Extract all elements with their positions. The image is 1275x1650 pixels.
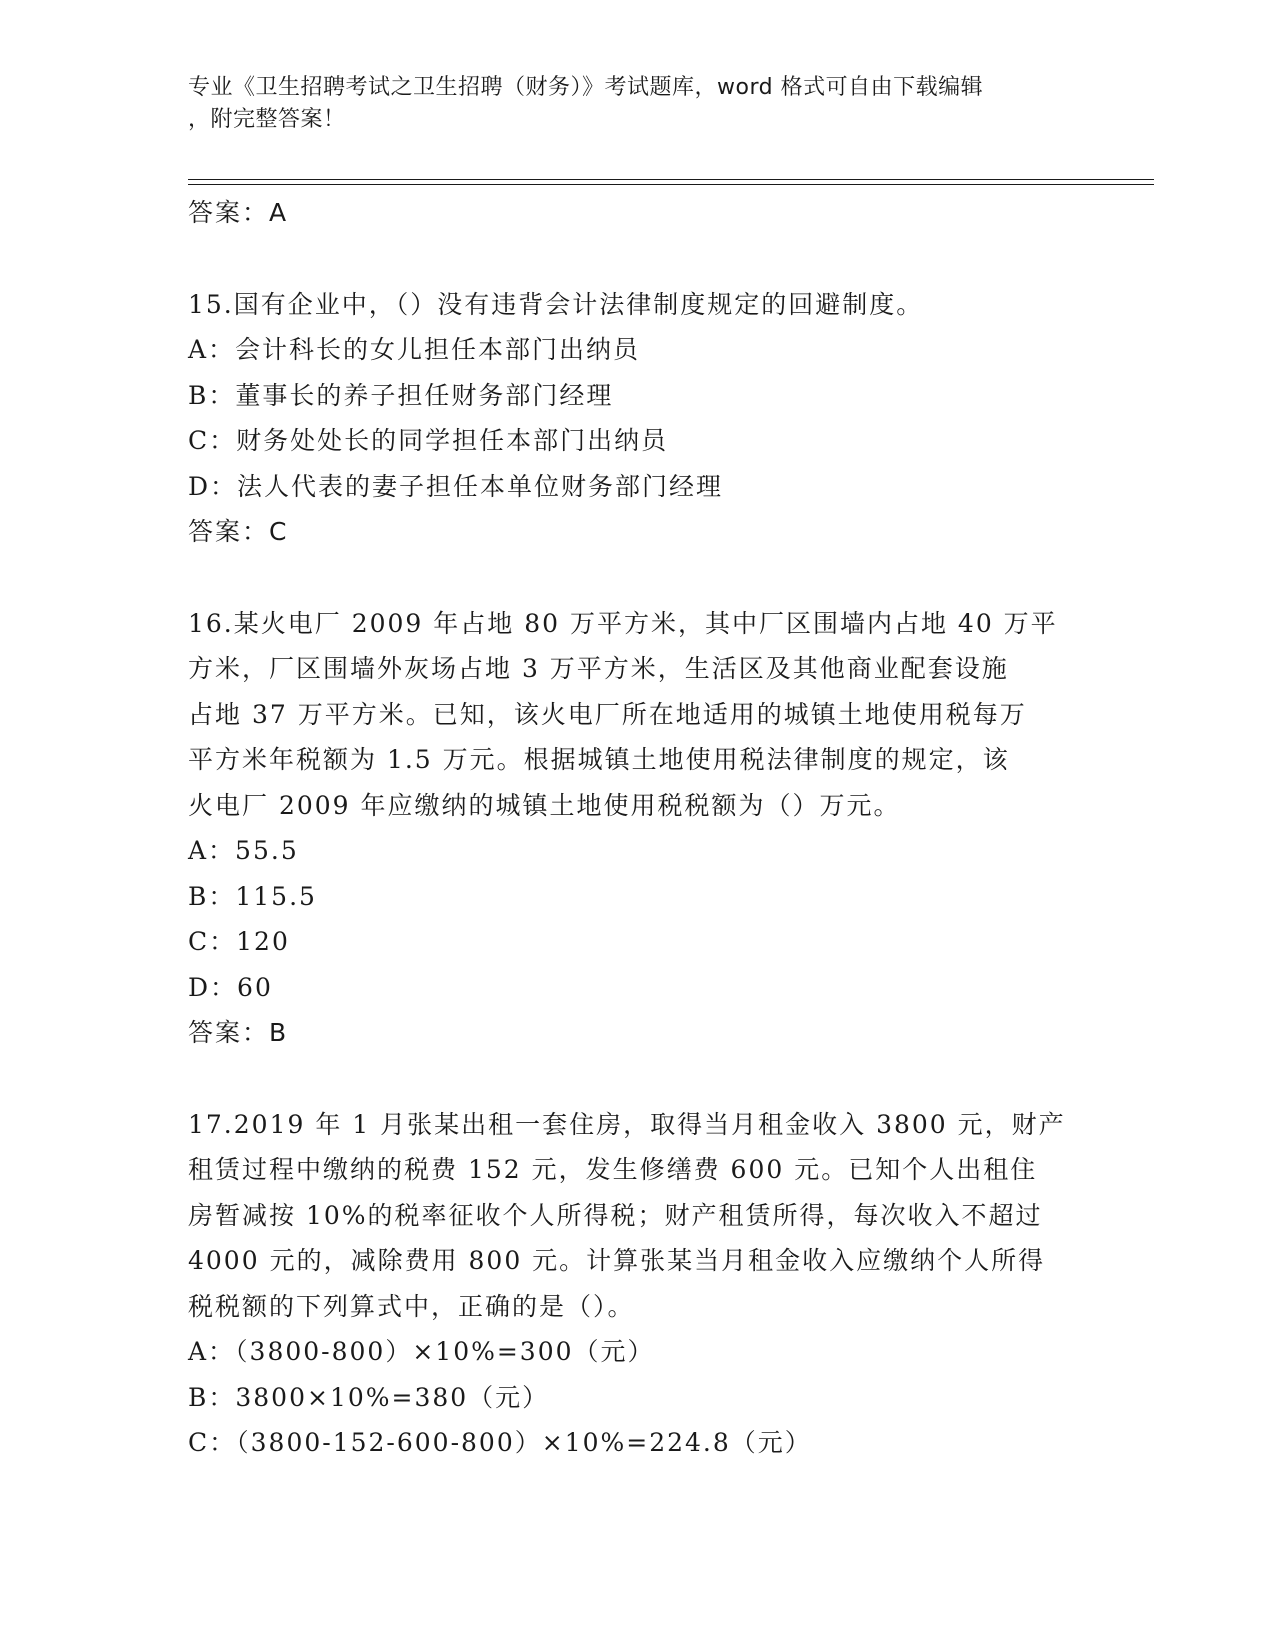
- header-line-2: ，附完整答案！: [188, 107, 346, 132]
- option-a: A：（3800-800）×10%=300（元）: [188, 1337, 655, 1366]
- answer-line: 答案：C: [188, 517, 289, 546]
- question-stem-line: 火电厂 2009 年应缴纳的城镇土地使用税税额为（）万元。: [188, 790, 901, 820]
- answer-line: 答案：B: [188, 1018, 289, 1047]
- option-c: C：（3800-152-600-800）×10%=224.8（元）: [188, 1428, 812, 1457]
- question-15: [188, 282, 1088, 555]
- option-b: B：115.5: [188, 881, 317, 911]
- question-stem-line: 房暂减按 10%的税率征收个人所得税；财产租赁所得，每次收入不超过: [188, 1200, 1043, 1230]
- option-d: D：60: [188, 972, 273, 1002]
- spacer: [188, 236, 1088, 282]
- header-rule-top: [188, 179, 1154, 180]
- question-stem-line: 税税额的下列算式中，正确的是（）。: [188, 1291, 635, 1321]
- question-stem-line: 方米，厂区围墙外灰场占地 3 万平方米，生活区及其他商业配套设施: [188, 654, 1009, 683]
- question-16: [188, 601, 1088, 1056]
- option-b: B：3800×10%=380（元）: [188, 1382, 550, 1412]
- option-a: A：55.5: [188, 836, 299, 865]
- question-stem-line: 17.2019 年 1 月张某出租一套住房，取得当月租金收入 3800 元，财产: [188, 1109, 1066, 1139]
- spacer: [188, 1056, 1088, 1102]
- question-stem-line: 租赁过程中缴纳的税费 152 元，发生修缮费 600 元。已知个人出租住: [188, 1155, 1038, 1184]
- spacer: [188, 555, 1088, 601]
- option-b: B：董事长的养子担任财务部门经理: [188, 380, 614, 410]
- header-line-1: 专业《卫生招聘考试之卫生招聘（财务）》考试题库，word 格式可自由下载编辑: [188, 75, 984, 100]
- document-header: [188, 72, 1088, 136]
- option-a: A：会计科长的女儿担任本部门出纳员: [188, 335, 641, 364]
- option-d: D：法人代表的妻子担任本单位财务部门经理: [188, 471, 724, 501]
- question-stem-line: 16.某火电厂 2009 年占地 80 万平方米，其中厂区围墙内占地 40 万平: [188, 608, 1058, 638]
- question-stem-line: 占地 37 万平方米。已知，该火电厂所在地适用的城镇土地使用税每万: [188, 699, 1027, 729]
- option-c: C：财务处处长的同学担任本部门出纳员: [188, 426, 669, 455]
- answer-line: 答案：A: [188, 198, 289, 227]
- question-list: [188, 190, 1088, 1466]
- question-stem-line: 平方米年税额为 1.5 万元。根据城镇土地使用税法律制度的规定，该: [188, 745, 1010, 774]
- question-stem-line: 15.国有企业中，（）没有违背会计法律制度规定的回避制度。: [188, 289, 924, 319]
- header-rule-bottom: [188, 184, 1154, 185]
- question-17: [188, 1102, 1088, 1466]
- question-stem-line: 4000 元的，减除费用 800 元。计算张某当月租金收入应缴纳个人所得: [188, 1246, 1046, 1275]
- option-c: C：120: [188, 927, 290, 956]
